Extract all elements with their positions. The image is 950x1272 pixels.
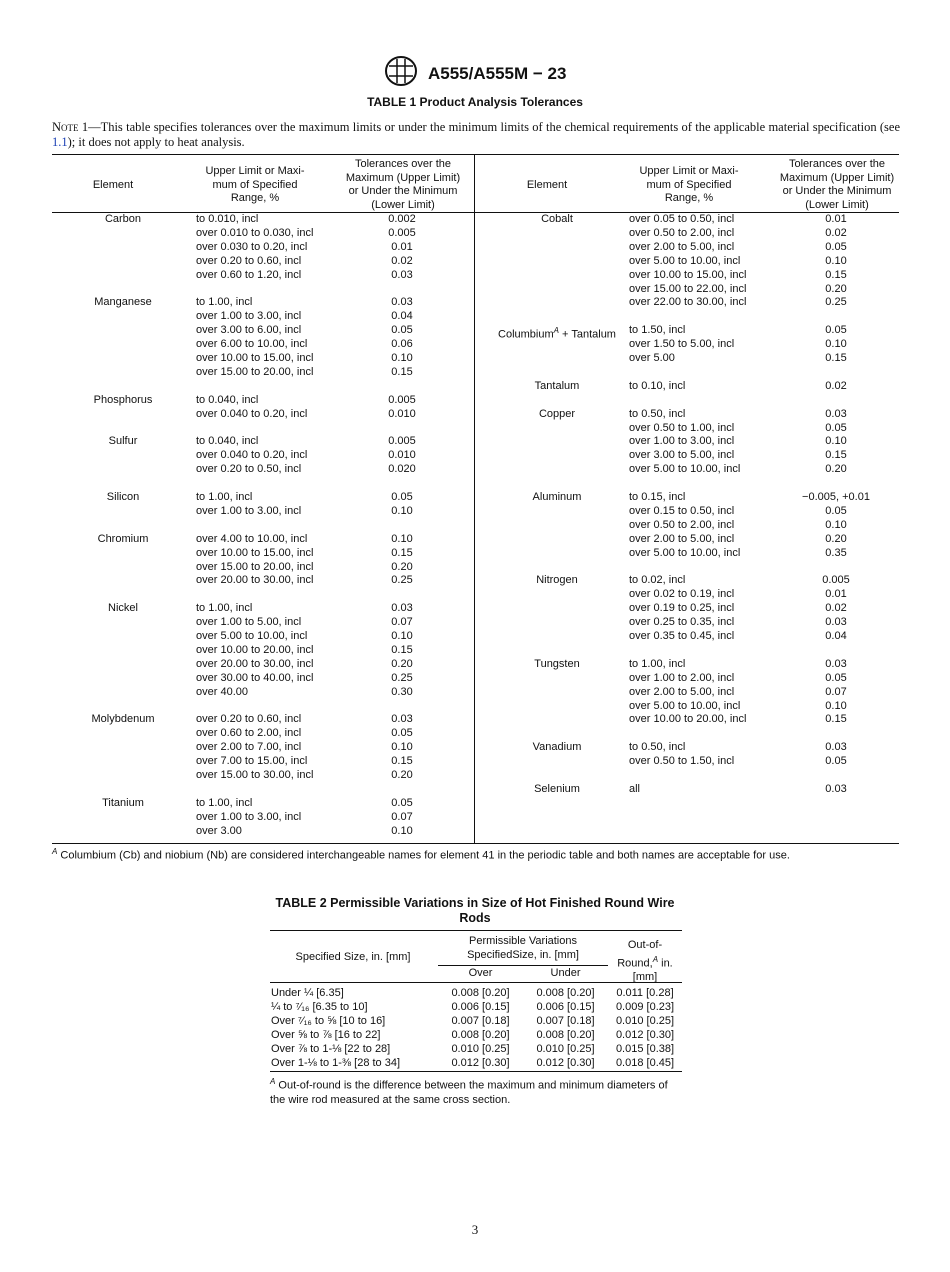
tolerance-cell: 0.05	[825, 671, 847, 684]
tolerance-cell: 0.35	[825, 546, 847, 559]
range-cell: over 1.00 to 3.00, incl	[196, 810, 302, 823]
tolerance-cell: 0.15	[391, 755, 413, 768]
range-cell: all	[629, 782, 641, 795]
range-cell: over 3.00	[196, 824, 242, 837]
under-cell: 0.006 [0.15]	[536, 1001, 595, 1013]
table1-footnote	[52, 847, 790, 862]
out-of-round-cell: 0.010 [0.25]	[615, 1015, 675, 1027]
tolerance-cell: 0.07	[391, 810, 413, 823]
range-cell: over 10.00 to 15.00, incl	[196, 352, 314, 364]
range-cell: to 0.040, incl	[196, 393, 259, 406]
tolerance-cell: 0.06	[391, 338, 413, 351]
header-range-right: Upper Limit or Maxi- mum of Specified Range, %	[639, 165, 739, 204]
range-cell: to 0.02, incl	[629, 574, 686, 587]
tolerance-cell: 0.15	[825, 449, 847, 462]
range-cell: over 1.00 to 3.00, incl	[196, 310, 302, 323]
range-cell: over 22.00 to 30.00, incl	[629, 296, 747, 309]
tolerance-cell: 0.07	[825, 685, 847, 698]
range-cell: to 1.00, incl	[196, 602, 253, 615]
tolerance-cell: 0.10	[391, 352, 413, 364]
tolerance-cell: 0.07	[391, 616, 413, 629]
table1-title: TABLE 1 Product Analysis Tolerances	[367, 95, 583, 109]
range-cell: over 0.50 to 2.00, incl	[629, 226, 735, 239]
tolerance-cell: 0.05	[825, 755, 847, 768]
table2-footnote	[270, 1075, 682, 1107]
range-cell: over 7.00 to 15.00, incl	[196, 755, 308, 768]
under-cell: 0.008 [0.20]	[536, 987, 595, 999]
element-footnote-mark: A	[553, 326, 559, 336]
element-name-part: Columbium	[498, 328, 554, 341]
tolerance-cell: 0.25	[391, 574, 413, 587]
range-cell: over 10.00 to 20.00, incl	[196, 643, 314, 656]
range-cell: over 0.60 to 2.00, incl	[196, 727, 302, 740]
range-cell: to 1.00, incl	[196, 491, 253, 503]
range-cell: over 0.040 to 0.20, incl	[196, 407, 308, 420]
tolerance-cell: 0.20	[391, 657, 413, 670]
tolerance-cell: 0.002	[388, 213, 416, 225]
range-cell: over 1.50 to 5.00, incl	[629, 338, 735, 351]
footnote-text: Columbium (Cb) and niobium (Nb) are considered interchangeable names for element 41 in the periodic table and both names are acceptable for use.	[57, 849, 790, 862]
section-link[interactable]: 1.1	[52, 135, 68, 149]
range-cell: over 20.00 to 30.00, incl	[196, 574, 314, 587]
tolerance-cell: 0.005	[822, 574, 850, 587]
size-cell: Under ¼ [6.35]	[271, 987, 344, 999]
range-cell: over 0.50 to 2.00, incl	[629, 518, 735, 531]
range-cell: over 2.00 to 7.00, incl	[196, 741, 302, 754]
range-cell: over 0.20 to 0.50, incl	[196, 463, 302, 476]
tolerance-cell: 0.05	[825, 240, 847, 253]
range-cell: over 1.00 to 3.00, incl	[629, 435, 735, 448]
range-cell: over 1.00 to 2.00, incl	[629, 671, 735, 684]
page-number: 3	[471, 1222, 479, 1237]
table2-subheader-rule	[438, 965, 608, 966]
range-cell: over 15.00 to 20.00, incl	[196, 365, 314, 378]
tolerance-cell: 0.20	[391, 769, 413, 781]
range-cell: over 0.05 to 0.50, incl	[629, 213, 735, 225]
element-name: Selenium	[534, 782, 580, 795]
element-name: Vanadium	[532, 741, 582, 754]
size-cell: Over ⅞ to 1-⅛ [22 to 28]	[271, 1043, 391, 1055]
tolerance-cell: 0.05	[391, 491, 413, 503]
tolerance-cell: 0.10	[391, 504, 413, 517]
footnote-mark: A	[52, 847, 58, 856]
range-cell: over 0.040 to 0.20, incl	[196, 449, 308, 462]
element-name-part: + Tantalum	[559, 328, 616, 341]
tolerance-cell: 0.05	[391, 324, 413, 337]
element-name: Cobalt	[541, 213, 573, 225]
range-cell: over 2.00 to 5.00, incl	[629, 532, 735, 545]
tolerance-cell: 0.010	[388, 449, 416, 462]
element-name	[487, 324, 627, 343]
tolerance-cell: 0.20	[825, 282, 847, 295]
tolerance-cell: 0.10	[391, 630, 413, 642]
element-name: Nitrogen	[536, 574, 578, 587]
tolerance-cell: −0.005, +0.01	[802, 491, 870, 503]
range-cell: over 1.00 to 3.00, incl	[196, 504, 302, 517]
range-cell: to 1.00, incl	[196, 296, 253, 309]
header-specified-size: Specified Size, in. [mm]	[295, 951, 411, 963]
tolerance-cell: 0.15	[825, 268, 847, 281]
range-cell: to 0.50, incl	[629, 407, 686, 420]
table1	[52, 154, 899, 844]
range-cell: over 0.50 to 1.00, incl	[629, 421, 735, 434]
tolerance-cell: 0.05	[825, 324, 847, 337]
tolerance-cell: 0.25	[825, 296, 847, 309]
tolerance-cell: 0.03	[391, 296, 413, 309]
size-cell: Over ⁷⁄₁₆ to ⅝ [10 to 16]	[271, 1015, 386, 1027]
astm-logo-icon	[384, 56, 418, 91]
table2	[270, 930, 682, 1072]
tolerance-cell: 0.005	[388, 393, 416, 406]
range-cell: to 0.10, incl	[629, 379, 686, 392]
tolerance-cell: 0.03	[825, 741, 847, 754]
element-name: Phosphorus	[93, 393, 153, 406]
out-of-round-cell: 0.015 [0.38]	[615, 1043, 675, 1055]
tolerance-cell: 0.005	[388, 226, 416, 239]
tolerance-cell: 0.02	[825, 226, 847, 239]
range-cell: over 0.02 to 0.19, incl	[629, 588, 735, 601]
note-label: Note 1	[52, 120, 89, 134]
tolerance-cell: 0.25	[391, 671, 413, 684]
standard-designation: A555/A555M − 23	[428, 63, 567, 83]
range-cell: over 0.60 to 1.20, incl	[196, 268, 302, 281]
range-cell: to 1.00, incl	[629, 657, 686, 670]
tolerance-cell: 0.10	[391, 824, 413, 837]
element-name: Carbon	[104, 213, 142, 225]
range-cell: over 15.00 to 20.00, incl	[196, 560, 314, 573]
tolerance-cell: 0.05	[391, 727, 413, 740]
tolerance-cell: 0.15	[391, 365, 413, 378]
tolerance-cell: 0.15	[825, 352, 847, 364]
range-cell: over 20.00 to 30.00, incl	[196, 657, 314, 670]
element-name: Copper	[538, 407, 576, 420]
table1-note	[52, 120, 900, 150]
range-cell: over 5.00 to 10.00, incl	[629, 463, 741, 476]
range-cell: over 0.50 to 1.50, incl	[629, 755, 735, 768]
tolerance-cell: 0.10	[391, 532, 413, 545]
oor-label-a: Out-of- Round,	[617, 939, 663, 970]
element-name: Chromium	[97, 532, 149, 545]
over-cell: 0.010 [0.25]	[451, 1043, 510, 1055]
tolerance-cell: 0.20	[391, 560, 413, 573]
header-tolerance-left: Tolerances over the Maximum (Upper Limit) or Under the Minimum (Lower Limit)	[345, 158, 461, 211]
range-cell: over 0.20 to 0.60, incl	[196, 713, 302, 726]
oor-label-b: in. [mm]	[632, 957, 673, 983]
out-of-round-cell: 0.009 [0.23]	[615, 1001, 675, 1013]
range-cell: over 5.00 to 10.00, incl	[629, 254, 741, 267]
range-cell: over 10.00 to 20.00, incl	[629, 713, 747, 726]
under-cell: 0.007 [0.18]	[536, 1015, 595, 1027]
over-cell: 0.008 [0.20]	[451, 1029, 510, 1041]
element-name: Titanium	[102, 796, 144, 809]
note-text-a: —This table specifies tolerances over the maximum limits or under the minimum limits of the chemical requirements of the applicable material specification (see	[88, 120, 900, 134]
range-cell: over 0.20 to 0.60, incl	[196, 254, 302, 267]
range-cell: over 10.00 to 15.00, incl	[196, 546, 314, 559]
header-permissible-variations: Permissible Variations SpecifiedSize, in. [mm]	[467, 935, 579, 961]
under-cell: 0.010 [0.25]	[536, 1043, 595, 1055]
tolerance-cell: 0.15	[825, 713, 847, 726]
element-name: Nickel	[108, 602, 138, 615]
tolerance-cell: 0.03	[391, 713, 413, 726]
range-cell: over 2.00 to 5.00, incl	[629, 240, 735, 253]
tolerance-cell: 0.02	[825, 602, 847, 615]
tolerance-cell: 0.01	[391, 240, 413, 253]
tolerance-cell: 0.15	[391, 546, 413, 559]
header-out-of-round	[608, 939, 682, 984]
tolerance-cell: 0.10	[825, 699, 847, 712]
under-cell: 0.012 [0.30]	[536, 1057, 595, 1069]
range-cell: to 0.50, incl	[629, 741, 686, 754]
tolerance-cell: 0.15	[391, 643, 413, 656]
table2-title: TABLE 2 Permissible Variations in Size of Hot Finished Round Wire Rods	[275, 896, 675, 925]
element-name: Silicon	[106, 491, 140, 503]
range-cell: over 40.00	[196, 685, 248, 698]
tolerance-cell: 0.04	[391, 310, 413, 323]
range-cell: over 15.00 to 22.00, incl	[629, 282, 747, 295]
range-cell: over 3.00 to 6.00, incl	[196, 324, 302, 337]
tolerance-cell: 0.10	[825, 338, 847, 351]
tolerance-cell: 0.03	[825, 407, 847, 420]
footnote-mark: A	[270, 1077, 276, 1086]
range-cell: over 0.15 to 0.50, incl	[629, 504, 735, 517]
range-cell: over 0.030 to 0.20, incl	[196, 240, 308, 253]
tolerance-cell: 0.10	[825, 435, 847, 448]
tolerance-cell: 0.03	[825, 616, 847, 629]
header-element-left: Element	[92, 179, 134, 191]
tolerance-cell: 0.01	[825, 213, 847, 225]
range-cell: over 4.00 to 10.00, incl	[196, 532, 308, 545]
over-cell: 0.006 [0.15]	[451, 1001, 510, 1013]
tolerance-cell: 0.05	[825, 504, 847, 517]
range-cell: over 0.25 to 0.35, incl	[629, 616, 735, 629]
over-cell: 0.007 [0.18]	[451, 1015, 510, 1027]
tolerance-cell: 0.020	[388, 463, 416, 476]
element-name: Manganese	[94, 296, 152, 309]
tolerance-cell: 0.03	[391, 602, 413, 615]
range-cell: to 0.010, incl	[196, 213, 259, 225]
element-name: Sulfur	[108, 435, 138, 448]
range-cell: over 2.00 to 5.00, incl	[629, 685, 735, 698]
tolerance-cell: 0.01	[825, 588, 847, 601]
out-of-round-cell: 0.012 [0.30]	[615, 1029, 675, 1041]
tolerance-cell: 0.10	[391, 741, 413, 754]
range-cell: to 1.00, incl	[196, 796, 253, 809]
over-cell: 0.012 [0.30]	[451, 1057, 510, 1069]
element-name: Tungsten	[534, 657, 580, 670]
range-cell: over 3.00 to 5.00, incl	[629, 449, 735, 462]
range-cell: to 0.040, incl	[196, 435, 259, 448]
element-name: Tantalum	[534, 379, 580, 392]
under-cell: 0.008 [0.20]	[536, 1029, 595, 1041]
document-header	[0, 56, 950, 91]
tolerance-cell: 0.05	[391, 796, 413, 809]
range-cell: over 1.00 to 5.00, incl	[196, 616, 302, 629]
tolerance-cell: 0.03	[825, 657, 847, 670]
tolerance-cell: 0.20	[825, 463, 847, 476]
tolerance-cell: 0.02	[391, 254, 413, 267]
header-over: Over	[468, 967, 493, 979]
range-cell: over 5.00 to 10.00, incl	[629, 546, 741, 559]
range-cell: over 5.00 to 10.00, incl	[629, 699, 741, 712]
tolerance-cell: 0.03	[391, 268, 413, 281]
tolerance-cell: 0.20	[825, 532, 847, 545]
element-name: Aluminum	[532, 491, 582, 503]
out-of-round-cell: 0.011 [0.28]	[616, 987, 674, 999]
footnote-text: Out-of-round is the difference between the maximum and minimum diameters of the wire rod measured at the same cross section.	[270, 1079, 668, 1106]
header-under: Under	[550, 967, 581, 979]
oor-footnote-mark: A	[652, 954, 659, 964]
tolerance-cell: 0.005	[388, 435, 416, 448]
tolerance-cell: 0.30	[391, 685, 413, 698]
tolerance-cell: 0.10	[825, 518, 847, 531]
tolerance-cell: 0.04	[825, 630, 847, 642]
header-element-right: Element	[526, 179, 568, 191]
range-cell: over 6.00 to 10.00, incl	[196, 338, 308, 351]
range-cell: over 5.00 to 10.00, incl	[196, 630, 308, 642]
range-cell: to 1.50, incl	[629, 324, 686, 337]
out-of-round-cell: 0.018 [0.45]	[615, 1057, 675, 1069]
header-range-left: Upper Limit or Maxi- mum of Specified Range, %	[205, 165, 305, 204]
range-cell: over 0.19 to 0.25, incl	[629, 602, 735, 615]
over-cell: 0.008 [0.20]	[451, 987, 510, 999]
range-cell: over 30.00 to 40.00, incl	[196, 671, 314, 684]
tolerance-cell: 0.05	[825, 421, 847, 434]
tolerance-cell: 0.010	[388, 407, 416, 420]
size-cell: Over ⅝ to ⅞ [16 to 22]	[271, 1029, 381, 1041]
size-cell: Over 1-⅛ to 1-⅜ [28 to 34]	[271, 1057, 401, 1069]
range-cell: over 5.00	[629, 352, 675, 364]
tolerance-cell: 0.10	[825, 254, 847, 267]
range-cell: over 0.010 to 0.030, incl	[196, 226, 314, 239]
header-tolerance-right: Tolerances over the Maximum (Upper Limit) or Under the Minimum (Lower Limit)	[779, 158, 895, 211]
range-cell: over 10.00 to 15.00, incl	[629, 268, 747, 281]
size-cell: ¼ to ⁷⁄₁₆ [6.35 to 10]	[271, 1001, 368, 1013]
tolerance-cell: 0.03	[825, 782, 847, 795]
range-cell: over 15.00 to 30.00, incl	[196, 769, 314, 781]
element-name: Molybdenum	[91, 713, 155, 726]
table2-header-rule	[270, 982, 682, 983]
tolerance-cell: 0.02	[825, 379, 847, 392]
table1-column-divider	[474, 155, 475, 843]
note-text-b: ); it does not apply to heat analysis.	[67, 135, 245, 149]
range-cell: to 0.15, incl	[629, 491, 686, 503]
range-cell: over 0.35 to 0.45, incl	[629, 630, 735, 642]
